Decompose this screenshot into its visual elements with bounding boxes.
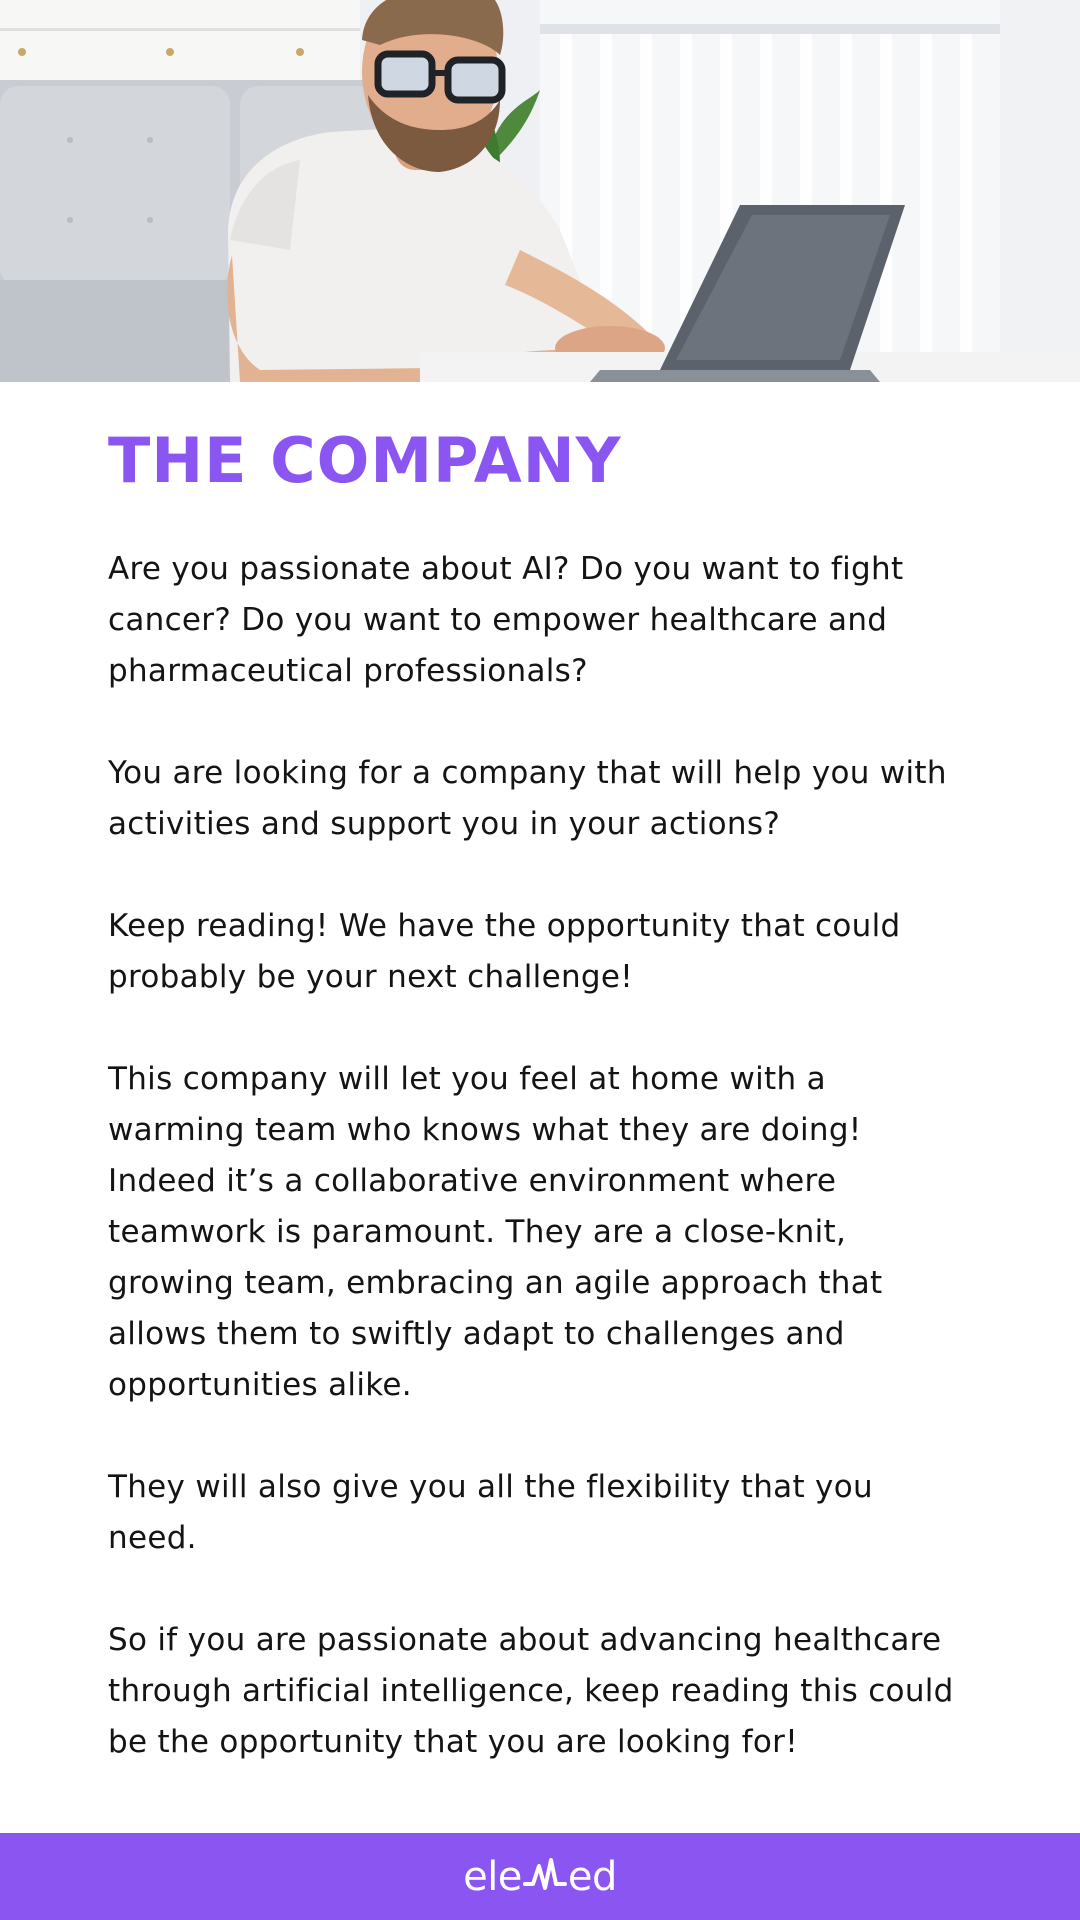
paragraph-keep-reading: Keep reading! We have the opportunity that could probably be your next challenge!: [108, 908, 901, 995]
logo-prefix: ele: [463, 1853, 522, 1900]
hero-photo: [0, 0, 1080, 382]
paragraph-closing: So if you are passionate about advancing healthcare through artificial intelligence, keep reading this could be the opportunity that you are looking for!: [108, 1622, 954, 1760]
footer: [0, 1833, 1080, 1920]
paragraph-team: This company will let you feel at home with a warming team who knows what they are doing! Indeed it’s a collaborative environment where teamwork is paramount. They are a close-knit, growing team, embracing an agile approach that allows them to swiftly adapt to challenges and opportunities alike.: [108, 1061, 883, 1403]
paragraph-support: You are looking for a company that will help you with activities and support you in your actions?: [108, 755, 947, 842]
elemed-logo: [463, 1854, 617, 1899]
paragraph-flexibility: They will also give you all the flexibility that you need.: [108, 1469, 873, 1556]
heartbeat-m-icon: [523, 1854, 567, 1899]
main-content: [108, 418, 968, 1768]
hero-photo-illustration: [0, 0, 1080, 382]
paragraph-intro: Are you passionate about AI? Do you want to fight cancer? Do you want to empower healthcare and pharmaceutical professionals?: [108, 551, 904, 689]
logo-suffix: ed: [567, 1853, 617, 1900]
page-title: THE COMPANY: [108, 424, 622, 497]
